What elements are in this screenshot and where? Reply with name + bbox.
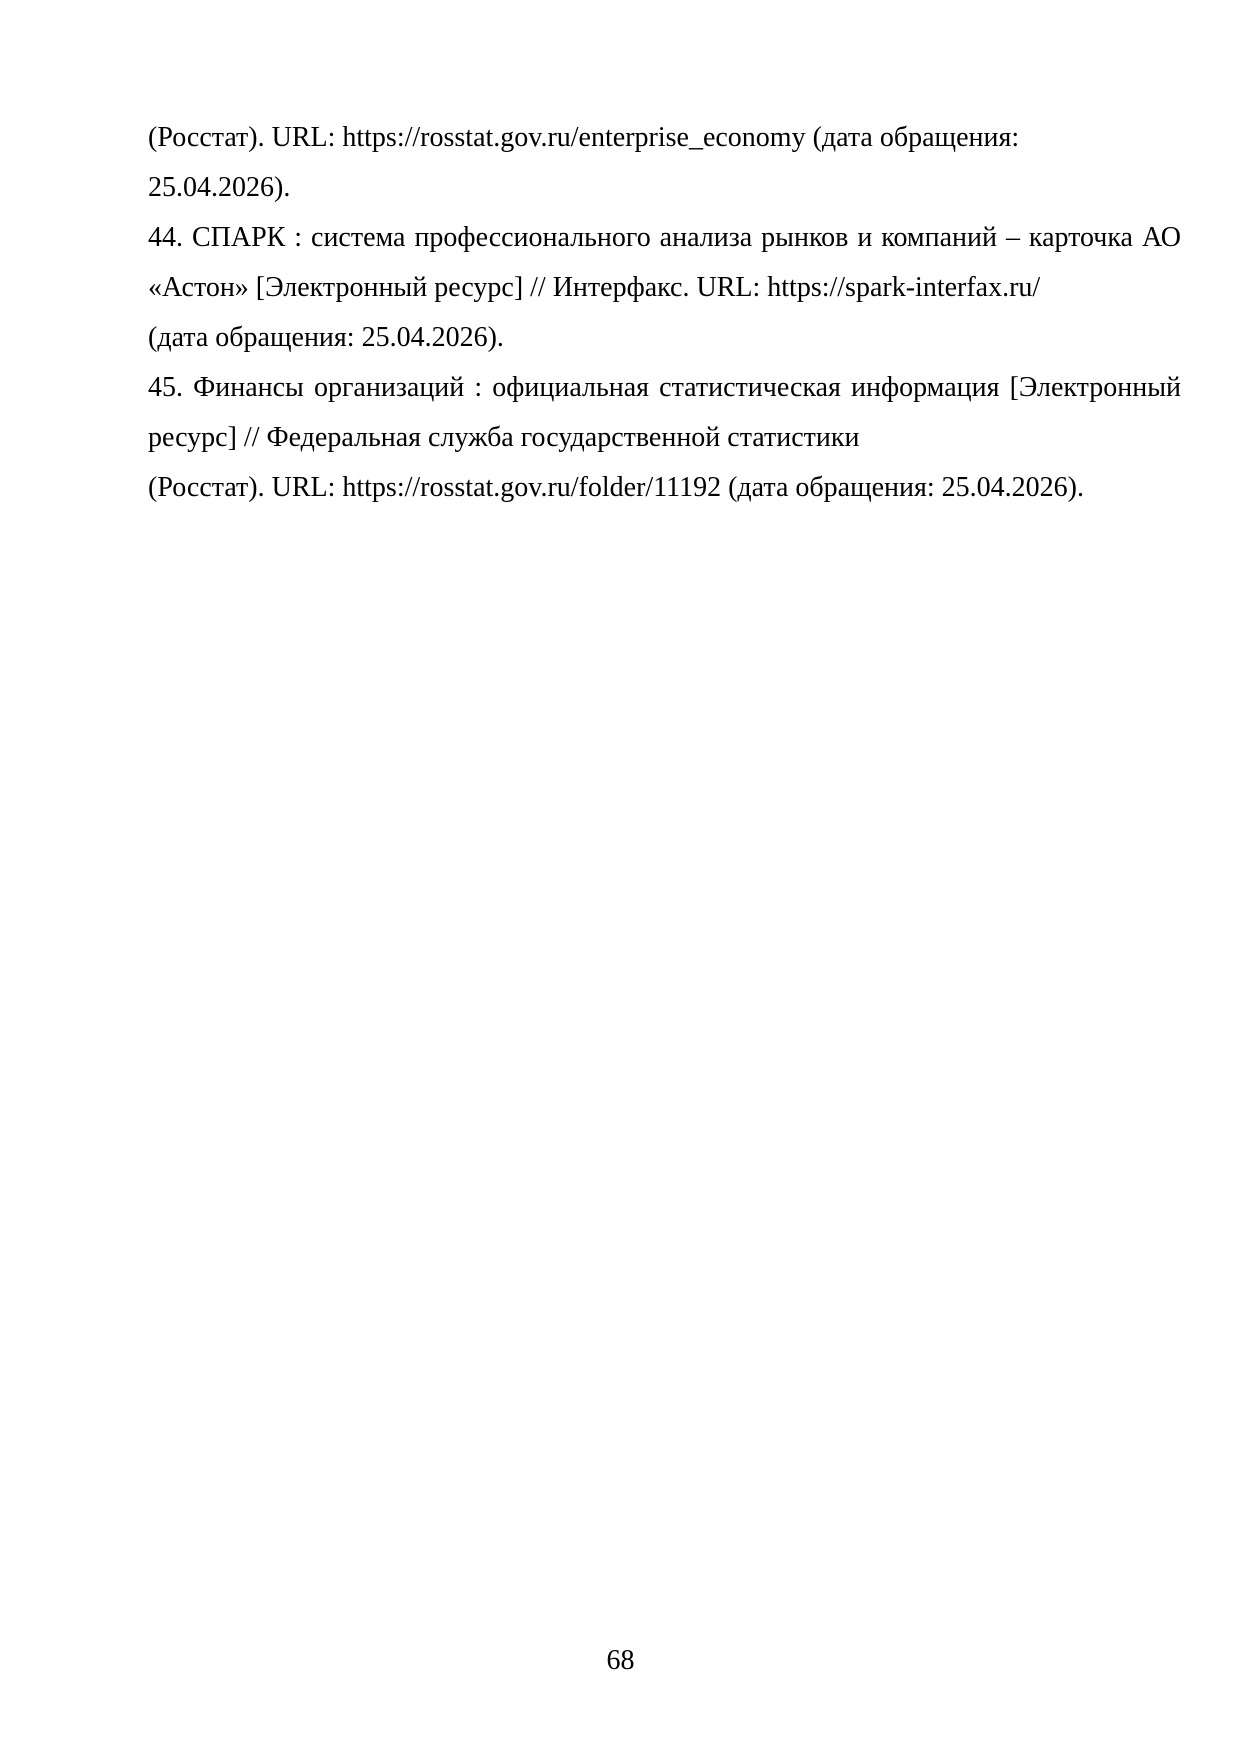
entry-text: 45. Финансы организаций : официальная статистическая информация [Электронный ресурс] // Федеральная служба государственной статистики — [148, 372, 1181, 453]
page-number: 68 — [606, 1645, 635, 1676]
entry-text: (Росстат). URL: https://rosstat.gov.ru/enterprise_economy (дата обращения: — [148, 122, 1020, 153]
bibliography-entry-45 — [148, 363, 1181, 513]
bibliography-entry-44 — [148, 213, 1181, 363]
entry-tail: (Росстат). URL: https://rosstat.gov.ru/folder/11192 (дата обращения: 25.04.2026). — [148, 472, 1085, 503]
bibliography-list — [148, 113, 1181, 513]
entry-text: 44. СПАРК : система профессионального анализа рынков и компаний – карточка АО «Астон» [Электронный ресурс] // Интерфакс. URL: https://spark-interfax.ru/ — [148, 222, 1181, 303]
entry-tail: (дата обращения: 25.04.2026). — [148, 322, 504, 353]
bibliography-entry-43-continuation — [148, 113, 1181, 213]
entry-tail: 25.04.2026). — [148, 172, 291, 203]
